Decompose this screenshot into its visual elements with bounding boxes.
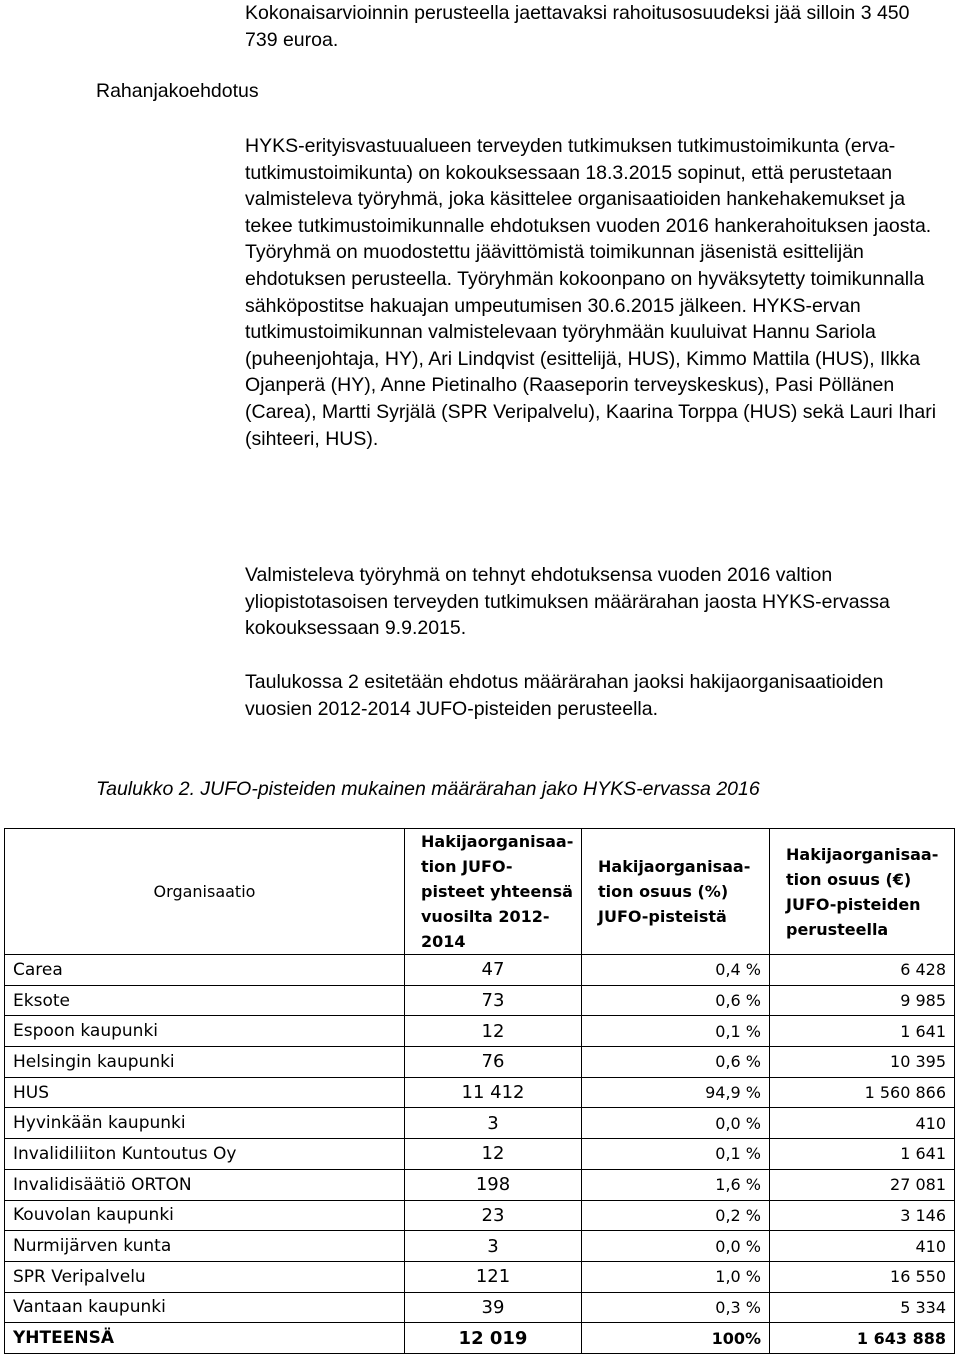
share-pct-cell: 0,6 % [582,985,770,1016]
points-cell: 47 [405,955,582,986]
org-cell: Invalidisäätiö ORTON [5,1169,405,1200]
org-cell: Carea [5,955,405,986]
table-row [5,1231,955,1262]
org-cell: Helsingin kaupunki [5,1047,405,1078]
table-row [5,1139,955,1170]
table-row [5,1169,955,1200]
jufo-allocation-table [4,828,955,1354]
share-eur-cell: 6 428 [770,955,955,986]
table-row [5,985,955,1016]
org-cell: Invalidiliiton Kuntoutus Oy [5,1139,405,1170]
points-cell: 11 412 [405,1077,582,1108]
points-cell: 73 [405,985,582,1016]
share-pct-cell: 0,6 % [582,1047,770,1078]
points-cell: 12 [405,1139,582,1170]
share-eur-cell: 5 334 [770,1292,955,1323]
header-points: Hakijaorganisaa-tion JUFO-pisteet yhteensä vuosilta 2012-2014 [405,829,582,955]
table-row [5,1077,955,1108]
share-pct-cell: 0,0 % [582,1231,770,1262]
share-eur-cell: 1 641 [770,1139,955,1170]
org-cell: Espoon kaupunki [5,1016,405,1047]
total-share-pct-cell: 100% [582,1323,770,1354]
table-row [5,1200,955,1231]
body-paragraph-1: HYKS-erityisvastuualueen terveyden tutkimuksen tutkimustoimikunta (erva-tutkimustoimikunta) on kokouksessaan 18.3.2015 sopinut, että perustetaan valmisteleva työryhmä, joka käsittelee organisaatioiden hankehakemukset ja tekee tutkimustoimikunnalle ehdotuksen vuoden 2016 hankerahoituksen jaosta. Työryhmä on muodostettu jäävittömistä toimikunnan jäsenistä esittelijän ehdotuksen perusteella. Työryhmän kokoonpano on hyväksytetty toimikunnalla sähköpostitse hakuajan umpeutumisen 30.6.2015 jälkeen. HYKS-ervan tutkimustoimikunnan valmistelevaan työryhmään kuuluivat Hannu Sariola (puheenjohtaja, HY), Ari Lindqvist (esittelijä, HUS), Kimmo Mattila (HUS), Ilkka Ojanperä (HY), Anne Pietinalho (Raaseporin terveyskeskus), Pasi Pöllänen (Carea), Martti Syrjälä (SPR Veripalvelu), Kaarina Torppa (HUS) sekä Lauri Ihari (sihteeri, HUS). [245,135,937,450]
org-cell: Vantaan kaupunki [5,1292,405,1323]
share-eur-cell: 27 081 [770,1169,955,1200]
header-organisation: Organisaatio [5,829,405,955]
table-row [5,1047,955,1078]
share-pct-cell: 0,1 % [582,1016,770,1047]
org-cell: Kouvolan kaupunki [5,1200,405,1231]
share-eur-cell: 10 395 [770,1047,955,1078]
share-eur-cell: 410 [770,1108,955,1139]
share-eur-cell: 9 985 [770,985,955,1016]
table-row [5,955,955,986]
share-pct-cell: 1,0 % [582,1261,770,1292]
total-share-eur-cell: 1 643 888 [770,1323,955,1354]
share-pct-cell: 0,0 % [582,1108,770,1139]
share-eur-cell: 1 560 866 [770,1077,955,1108]
share-pct-cell: 1,6 % [582,1169,770,1200]
points-cell: 76 [405,1047,582,1078]
section-label: Rahanjakoehdotus [96,80,259,102]
org-cell: Eksote [5,985,405,1016]
table-row [5,1016,955,1047]
table-header-row [5,829,955,955]
share-pct-cell: 94,9 % [582,1077,770,1108]
org-cell: HUS [5,1077,405,1108]
points-cell: 121 [405,1261,582,1292]
share-pct-cell: 0,3 % [582,1292,770,1323]
org-cell: SPR Veripalvelu [5,1261,405,1292]
share-eur-cell: 16 550 [770,1261,955,1292]
intro-paragraph: Kokonaisarvioinnin perusteella jaettavaksi rahoitusosuudeksi jää silloin 3 450 739 euroa. [245,2,910,51]
share-pct-cell: 0,1 % [582,1139,770,1170]
table-row [5,1292,955,1323]
total-points-cell: 12 019 [405,1323,582,1354]
table-row [5,1261,955,1292]
points-cell: 12 [405,1016,582,1047]
share-eur-cell: 3 146 [770,1200,955,1231]
share-pct-cell: 0,4 % [582,955,770,986]
points-cell: 23 [405,1200,582,1231]
body-paragraph-2: Valmisteleva työryhmä on tehnyt ehdotuksensa vuoden 2016 valtion yliopistotasoisen terveyden tutkimuksen määrärahan jaosta HYKS-ervassa kokouksessaan 9.9.2015. [245,564,890,640]
points-cell: 39 [405,1292,582,1323]
header-share-eur: Hakijaorganisaa-tion osuus (€) JUFO-pisteiden perusteella [770,829,955,955]
share-eur-cell: 410 [770,1231,955,1262]
table-row [5,1108,955,1139]
body-paragraph-3: Taulukossa 2 esitetään ehdotus määrärahan jaoksi hakijaorganisaatioiden vuosien 2012-2014 JUFO-pisteiden perusteella. [245,671,884,720]
total-label-cell: YHTEENSÄ [5,1323,405,1354]
share-pct-cell: 0,2 % [582,1200,770,1231]
table-caption: Taulukko 2. JUFO-pisteiden mukainen määrärahan jako HYKS-ervassa 2016 [96,778,760,800]
org-cell: Nurmijärven kunta [5,1231,405,1262]
org-cell: Hyvinkään kaupunki [5,1108,405,1139]
points-cell: 3 [405,1231,582,1262]
points-cell: 3 [405,1108,582,1139]
points-cell: 198 [405,1169,582,1200]
header-share-pct: Hakijaorganisaa-tion osuus (%) JUFO-pisteistä [582,829,770,955]
share-eur-cell: 1 641 [770,1016,955,1047]
